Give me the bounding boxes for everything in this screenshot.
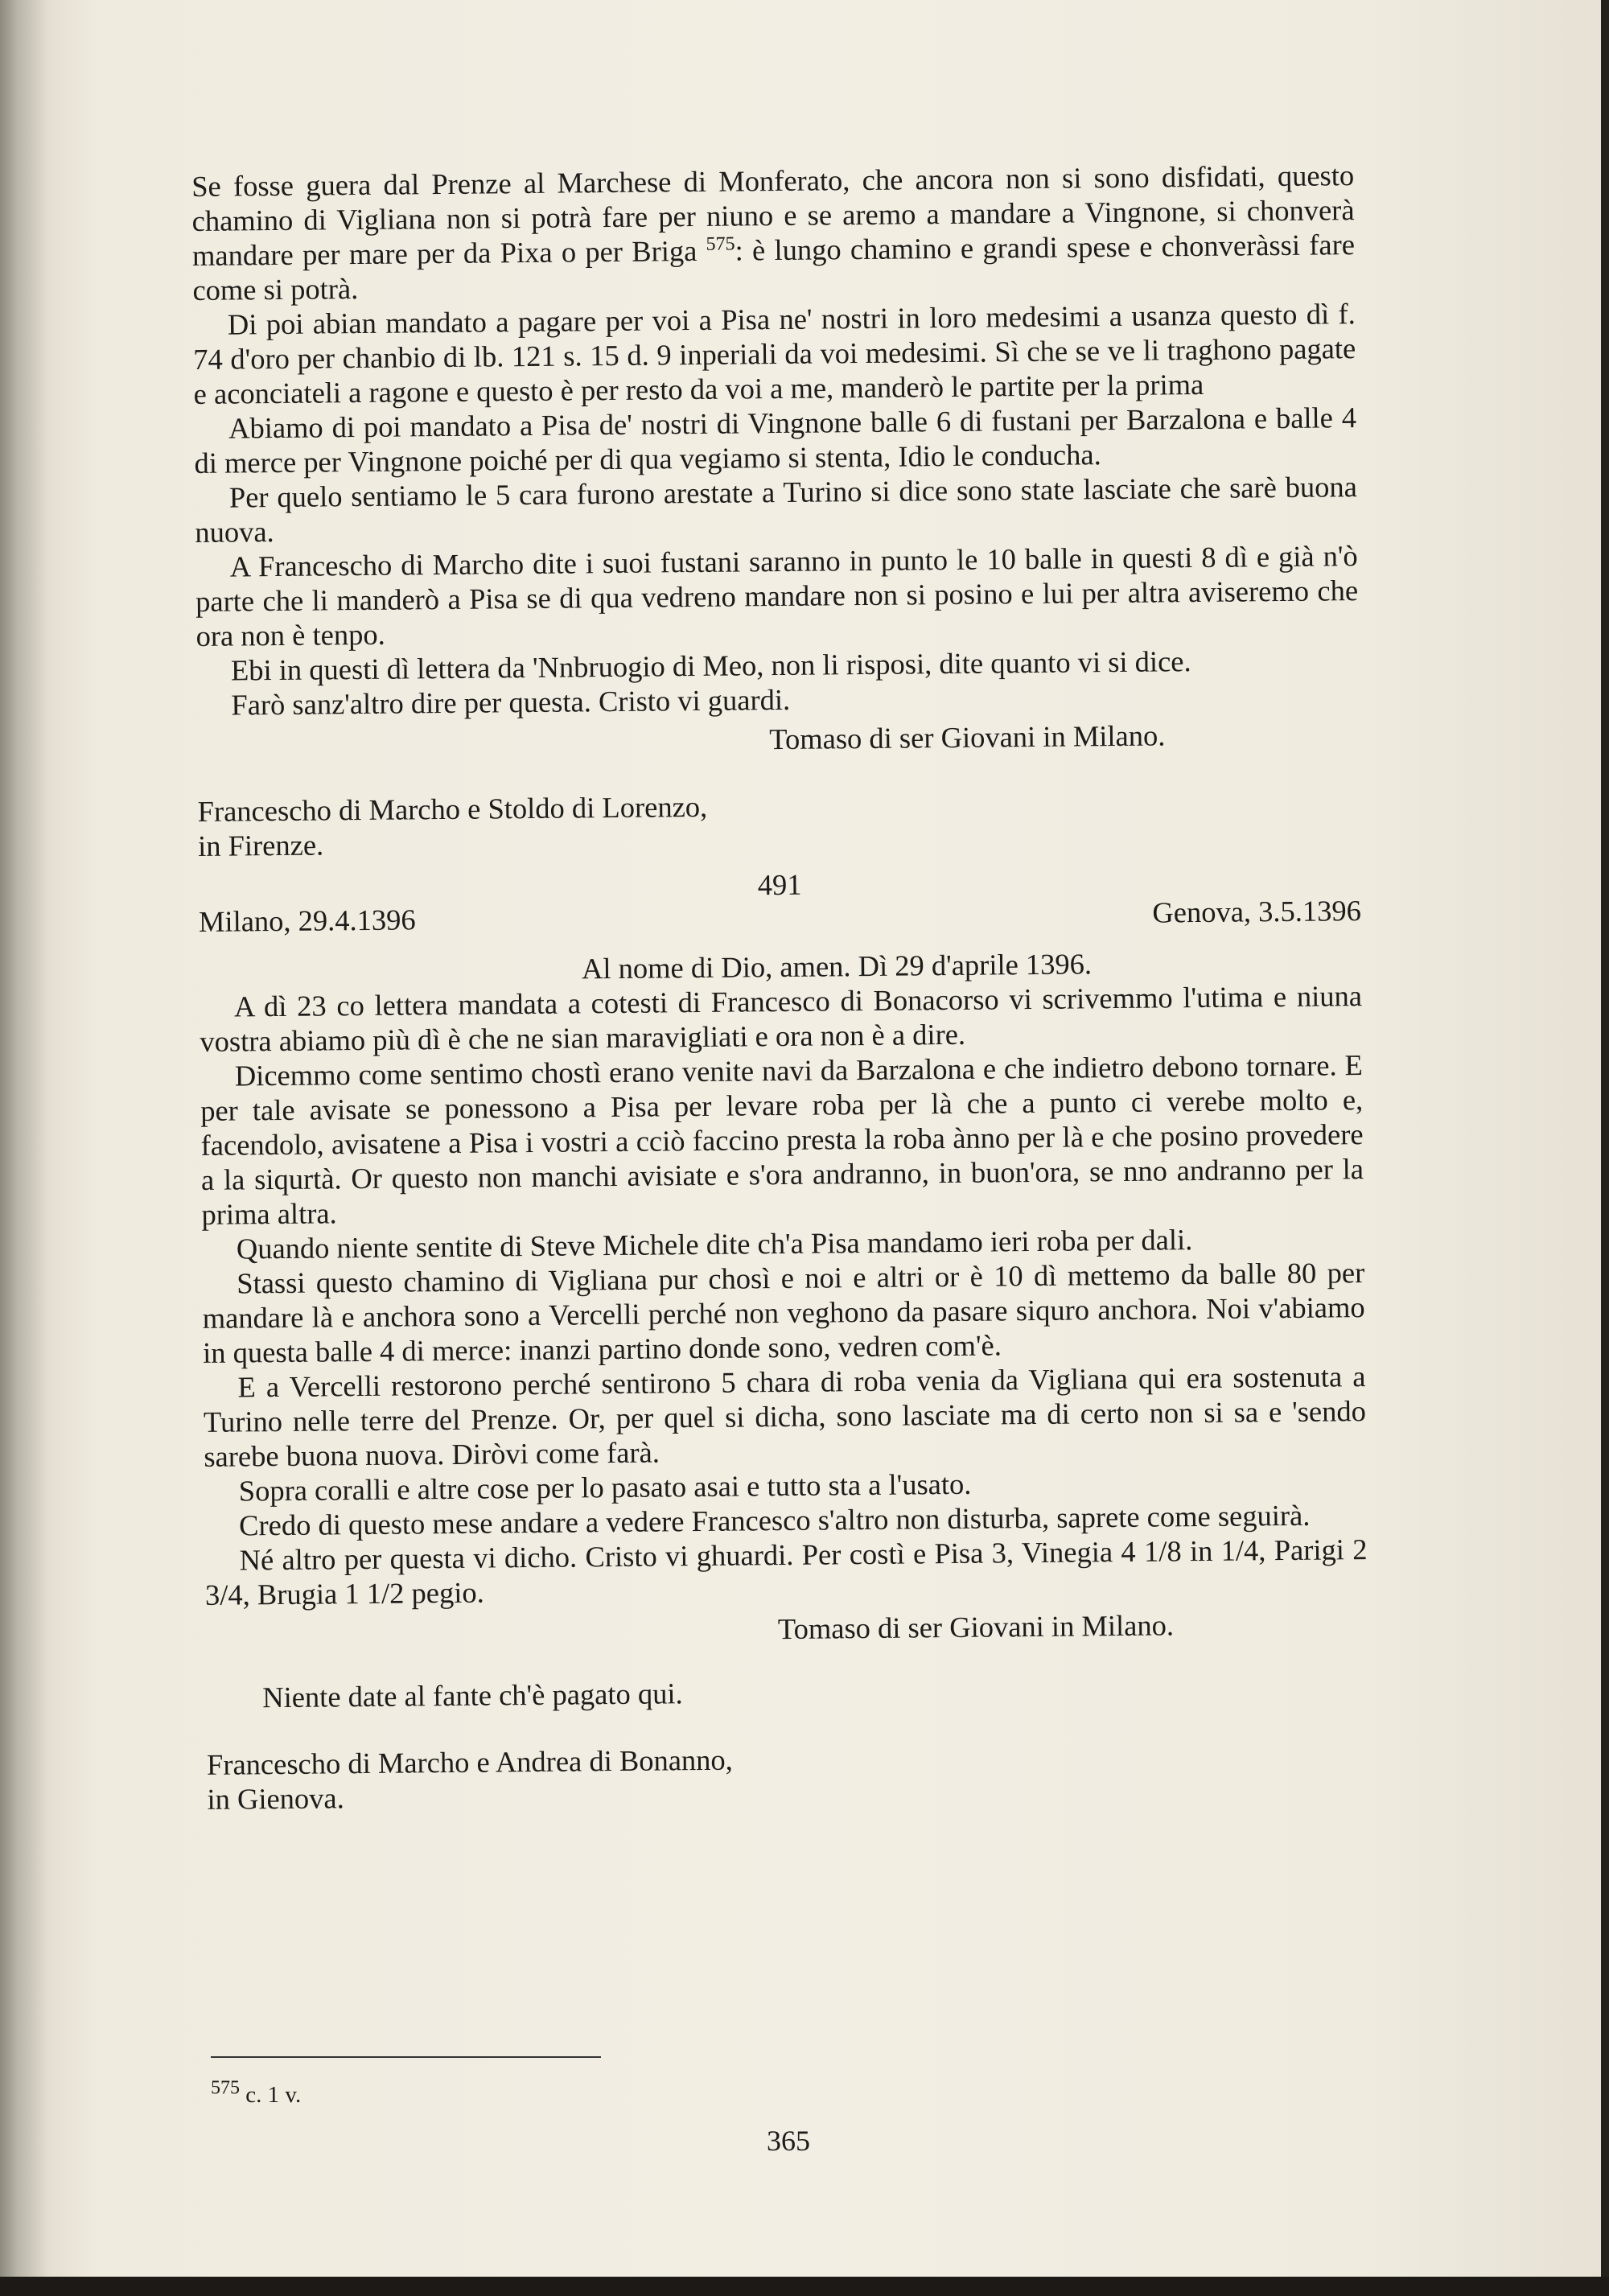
address-line: in Firenze. — [197, 828, 324, 862]
page-number: 365 — [767, 2125, 810, 2157]
paragraph: Di poi abian mandato a pagare per voi a Pisa ne' nostri in loro medesimi a usanza questo dì f. 74 d'oro per chanbio di lb. 121 s. 15 d. 9 inperiali da voi medesimi. Sì che se ve li traghono pagate e aconciateli a ragone e questo è per resto da voi a me, manderò le partite per la prima — [193, 297, 1356, 410]
address-line: in Gienova. — [207, 1781, 344, 1816]
page-body — [191, 158, 1370, 1817]
scan-edge-bottom — [0, 2277, 1609, 2296]
signature: Tomaso di ser Giovani in Milano. — [777, 1608, 1175, 1646]
scan-edge-right — [1601, 0, 1609, 2296]
paragraph: Stassi questo chamino di Vigliana pur chosì e noi e altri or è 10 dì mettemo da balle 80 per mandare là e anchora sono a Vercelli perché non veghono da pasare siquro anchora. Noi v'abiamo in questa balle 4 di merce: inanzi partino donde sono, vedren com'è. — [202, 1256, 1365, 1369]
paragraph: Se fosse guera dal Prenze al Marchese di Monferato, che ancora non si sono disfidati, questo chamino di Vigliana non si potrà fare per niuno e se aremo a mandare a Vingnone, si chonverà mandare per mare per da Pixa o per Briga $^{575}$: è lungo chamino e grandi spese e chonveràssi fare come si potrà. — [191, 158, 1356, 307]
paragraph: E a Vercelli restorono perché sentirono 5 chara di roba venia da Vigliana qui era sostenuta a Turino nelle terre del Prenze. Or, per quel si dicha, sono lasciate ma di certo non si sa e 'sendo sarebe buona nuova. Diròvi come farà. — [203, 1360, 1367, 1473]
paragraph: Né altro per questa vi dicho. Cristo vi ghuardi. Per costì e Pisa 3, Vinegia 4 1/8 in 1/4, Parigi 2 3/4, Brugia 1 1/2 pegio. — [204, 1533, 1368, 1611]
paragraph: A Francescho di Marcho dite i suoi fustani saranno in punto le 10 balle in questi 8 dì e già n'ò parte che li manderò a Pisa se di qua vedreno mandare non si posino e lui per altra aviseremo che ora non è tenpo. — [195, 539, 1359, 652]
address-line: Francescho di Marcho e Andrea di Bonanno, — [206, 1743, 733, 1781]
paragraph: Quando niente sentite di Steve Michele dite ch'a Pisa mandamo ieri roba per dali. — [236, 1223, 1193, 1265]
address-block — [207, 1736, 1370, 1817]
signature: Tomaso di ser Giovani in Milano. — [769, 718, 1166, 756]
postscript: Niente date al fante ch'è pagato qui. — [262, 1677, 683, 1714]
place-to: Genova, 3.5.1396 — [1152, 894, 1362, 929]
paragraph: Farò sanz'altro dire per questa. Cristo vi guardi. — [231, 682, 791, 722]
paragraph: Dicemmo come sentimo chostì erano venite navi da Barzalona e che indietro debono tornare. E per tale avisate se ponessono a Pisa per levare roba per là che a punto ci verebe molto e, facendolo, avisatene a Pisa i vostri a cciò faccino presta la roba ànno per là e che posino provedere a la siqurtà. Or questo non manchi avisiate e s'ora andranno, in buon'ora, se nno andranno per la prima altra. — [200, 1048, 1364, 1231]
address-line: Francescho di Marcho e Stoldo di Lorenzo, — [197, 789, 708, 828]
address-block — [197, 783, 1360, 863]
paragraph: Sopra coralli e altre cose per lo pasato asai e tutto sta a l'usato. — [238, 1467, 972, 1508]
place-from: Milano, 29.4.1396 — [198, 903, 416, 938]
paragraph: Per quelo sentiamo le 5 cara furono arestate a Turino si dice sono state lasciate che sarè buona nuova. — [195, 470, 1358, 549]
footnote-text: c. 1 v. — [245, 2082, 302, 2108]
paragraph: Ebi in questi dì lettera da 'Nnbruogio di Meo, non li risposi, dite quanto vi si dice. — [230, 644, 1191, 687]
footnote-rule — [211, 2056, 601, 2058]
footnote-reference[interactable]: 575 — [706, 233, 735, 255]
paragraph: Credo di questo mese andare a vedere Francesco s'altro non disturba, saprete come seguirà. — [238, 1498, 1311, 1542]
letter-number: 491 — [757, 867, 802, 902]
footnote — [211, 2077, 302, 2109]
paragraph: A dì 23 co lettera mandata a cotesti di Francesco di Bonacorso vi scrivemmo l'utima e niuna vostra abiamo più dì è che ne sian maravigliati e ora non è a dire. — [200, 979, 1363, 1058]
footnote-number: 575 — [211, 2077, 240, 2099]
paragraph: Abiamo di poi mandato a Pisa de' nostri di Vingnone balle 6 di fustani per Barzalona e balle 4 di merce per Vingnone poiché per di qua vegiamo si stenta, Idio le conducha. — [194, 401, 1357, 479]
invocation: Al nome di Dio, amen. Dì 29 d'aprile 1396. — [581, 947, 1093, 985]
